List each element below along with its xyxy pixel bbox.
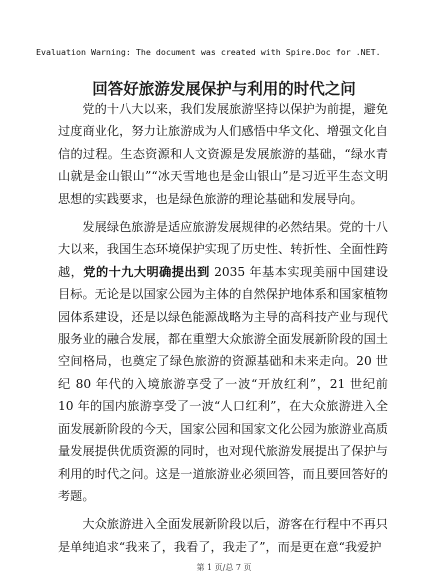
paragraph-3: 大众旅游进入全面发展新阶段以后，游客在行程中不再只是单纯追求“我来了，我看了，我走了”，而是更在意“我爱护 <box>58 517 388 554</box>
page-number-footer: 第 1 页/总 7 页 <box>196 563 252 572</box>
paragraph-2-text-a: 发展绿色旅游是适应旅游发展规律的必然结果。党的十八大以来，我国生态环境保护实现了历史性、转折性、全面性跨越， <box>58 220 388 279</box>
paragraph-2-text-b: 2035 年基本实现美丽中国建设目标。无论是以国家公园为主体的自然保护地体系和国家植物园体系建设，还是以绿色能源战略为主导的高科技产业与现代服务业的融合发展，都在重塑大众旅游全面发展新阶段的国土空间格局，也奠定了绿色旅游的资源基础和未来走向。20 世纪 80 年代的入境旅游享受了一波“开放红利”，21 世纪前 10 年的国内旅游享受了一波“人口红利”，在大众旅游进入全面发展新阶段的今天，国家公园和国家文化公园为旅游业高质量发展提供优质资源的同时，也对现代旅游发展提出了保护与利用的时代之问。这是一道旅游业必须回答，而且要回答好的考题。 <box>58 264 389 503</box>
document-title: 回答好旅游发展保护与利用的时代之问 <box>92 80 356 98</box>
evaluation-warning: Evaluation Warning: The document was created with Spire.Doc for .NET. <box>36 47 381 57</box>
paragraph-1: 党的十八大以来，我们发展旅游坚持以保护为前提，避免过度商业化，努力让旅游成为人们感悟中华文化、增强文化自信的过程。生态资源和人文资源是发展旅游的基础，“绿水青山就是金山银山”“冰天雪地也是金山银山”是习近平生态文明思想的实践要求，也是绿色旅游的理论基础和发展导向。 <box>58 102 388 206</box>
paragraph-2-bold-text: 党的十九大明确提出到 <box>83 264 210 279</box>
paragraph-2 <box>58 216 388 507</box>
document-body <box>58 98 388 564</box>
